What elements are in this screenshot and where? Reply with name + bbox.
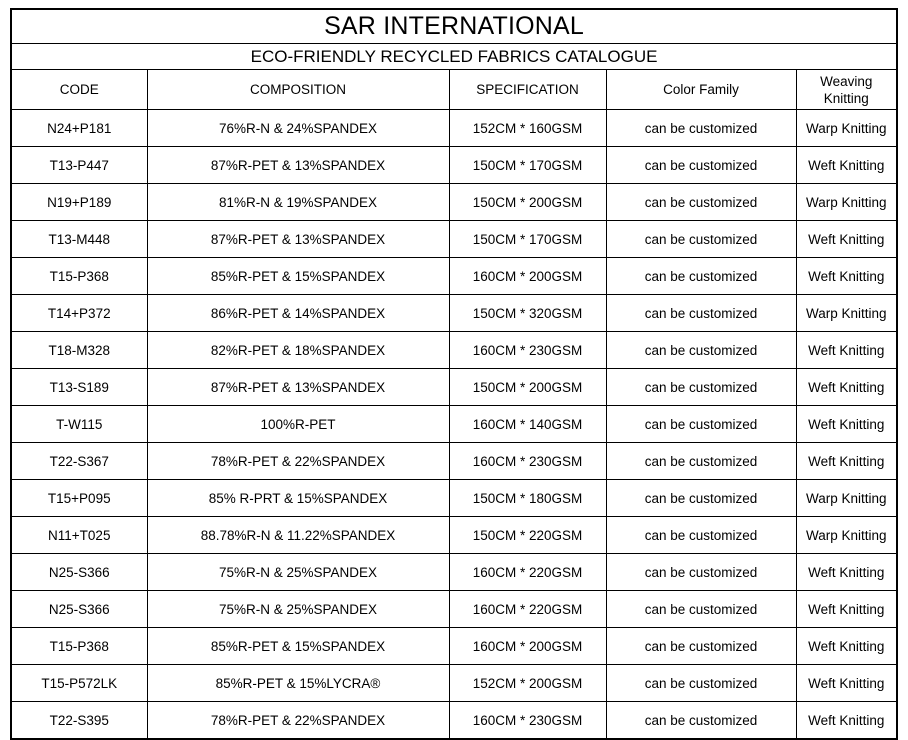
- table-header-row: [11, 70, 897, 110]
- cell-composition: 75%R-N & 25%SPANDEX: [147, 591, 449, 628]
- cell-color-family: can be customized: [606, 702, 796, 740]
- cell-color-family: can be customized: [606, 554, 796, 591]
- column-header-weaving-knitting: [796, 70, 897, 110]
- column-header-color-family: Color Family: [606, 70, 796, 110]
- cell-specification: 160CM * 200GSM: [449, 258, 606, 295]
- table-row: [11, 702, 897, 740]
- cell-specification: 160CM * 200GSM: [449, 628, 606, 665]
- cell-color-family: can be customized: [606, 628, 796, 665]
- cell-weaving: Weft Knitting: [796, 258, 897, 295]
- cell-composition: 88.78%R-N & 11.22%SPANDEX: [147, 517, 449, 554]
- table-row: [11, 147, 897, 184]
- cell-color-family: can be customized: [606, 406, 796, 443]
- cell-specification: 152CM * 160GSM: [449, 110, 606, 147]
- cell-composition: 81%R-N & 19%SPANDEX: [147, 184, 449, 221]
- cell-composition: 85%R-PET & 15%SPANDEX: [147, 258, 449, 295]
- cell-composition: 78%R-PET & 22%SPANDEX: [147, 443, 449, 480]
- cell-code: T13-M448: [11, 221, 147, 258]
- cell-code: T22-S367: [11, 443, 147, 480]
- table-row: [11, 332, 897, 369]
- table-row: [11, 258, 897, 295]
- cell-specification: 150CM * 170GSM: [449, 221, 606, 258]
- cell-weaving: Weft Knitting: [796, 221, 897, 258]
- cell-color-family: can be customized: [606, 665, 796, 702]
- cell-code: T13-S189: [11, 369, 147, 406]
- table-row: [11, 628, 897, 665]
- table-row: [11, 554, 897, 591]
- cell-composition: 85% R-PRT & 15%SPANDEX: [147, 480, 449, 517]
- cell-weaving: Warp Knitting: [796, 517, 897, 554]
- table-row: [11, 665, 897, 702]
- cell-weaving: Weft Knitting: [796, 406, 897, 443]
- cell-color-family: can be customized: [606, 295, 796, 332]
- cell-code: T15+P095: [11, 480, 147, 517]
- cell-weaving: Warp Knitting: [796, 295, 897, 332]
- cell-color-family: can be customized: [606, 369, 796, 406]
- table-row: [11, 221, 897, 258]
- column-header-knitting-line: Knitting: [823, 90, 869, 106]
- cell-weaving: Warp Knitting: [796, 110, 897, 147]
- cell-weaving: Weft Knitting: [796, 147, 897, 184]
- cell-code: T13-P447: [11, 147, 147, 184]
- cell-color-family: can be customized: [606, 221, 796, 258]
- cell-specification: 160CM * 220GSM: [449, 554, 606, 591]
- cell-code: T15-P368: [11, 258, 147, 295]
- cell-composition: 85%R-PET & 15%SPANDEX: [147, 628, 449, 665]
- cell-weaving: Weft Knitting: [796, 665, 897, 702]
- cell-specification: 160CM * 230GSM: [449, 702, 606, 740]
- cell-weaving: Weft Knitting: [796, 591, 897, 628]
- cell-color-family: can be customized: [606, 184, 796, 221]
- table-row: [11, 295, 897, 332]
- cell-color-family: can be customized: [606, 517, 796, 554]
- cell-color-family: can be customized: [606, 443, 796, 480]
- cell-specification: 160CM * 140GSM: [449, 406, 606, 443]
- column-header-specification: SPECIFICATION: [449, 70, 606, 110]
- cell-weaving: Weft Knitting: [796, 332, 897, 369]
- cell-weaving: Warp Knitting: [796, 184, 897, 221]
- cell-composition: 82%R-PET & 18%SPANDEX: [147, 332, 449, 369]
- table-row: [11, 517, 897, 554]
- title-row: [11, 9, 897, 44]
- cell-color-family: can be customized: [606, 591, 796, 628]
- subtitle-row: [11, 44, 897, 70]
- cell-color-family: can be customized: [606, 480, 796, 517]
- document-subtitle: ECO-FRIENDLY RECYCLED FABRICS CATALOGUE: [11, 44, 897, 70]
- cell-code: T22-S395: [11, 702, 147, 740]
- cell-composition: 76%R-N & 24%SPANDEX: [147, 110, 449, 147]
- cell-code: N25-S366: [11, 554, 147, 591]
- cell-composition: 87%R-PET & 13%SPANDEX: [147, 369, 449, 406]
- cell-specification: 150CM * 180GSM: [449, 480, 606, 517]
- cell-weaving: Warp Knitting: [796, 480, 897, 517]
- table-row: [11, 369, 897, 406]
- cell-composition: 100%R-PET: [147, 406, 449, 443]
- cell-weaving: Weft Knitting: [796, 369, 897, 406]
- cell-code: T-W115: [11, 406, 147, 443]
- cell-composition: 86%R-PET & 14%SPANDEX: [147, 295, 449, 332]
- table-row: [11, 406, 897, 443]
- column-header-code: CODE: [11, 70, 147, 110]
- cell-weaving: Weft Knitting: [796, 628, 897, 665]
- cell-composition: 87%R-PET & 13%SPANDEX: [147, 221, 449, 258]
- cell-specification: 150CM * 170GSM: [449, 147, 606, 184]
- cell-weaving: Weft Knitting: [796, 702, 897, 740]
- column-header-composition: COMPOSITION: [147, 70, 449, 110]
- cell-specification: 160CM * 230GSM: [449, 332, 606, 369]
- fabrics-catalogue-table: [10, 8, 898, 740]
- cell-specification: 160CM * 230GSM: [449, 443, 606, 480]
- cell-composition: 78%R-PET & 22%SPANDEX: [147, 702, 449, 740]
- cell-code: N24+P181: [11, 110, 147, 147]
- cell-code: N25-S366: [11, 591, 147, 628]
- cell-code: T18-M328: [11, 332, 147, 369]
- cell-weaving: Weft Knitting: [796, 554, 897, 591]
- cell-composition: 87%R-PET & 13%SPANDEX: [147, 147, 449, 184]
- cell-code: T14+P372: [11, 295, 147, 332]
- document-title: SAR INTERNATIONAL: [11, 9, 897, 44]
- cell-specification: 160CM * 220GSM: [449, 591, 606, 628]
- column-header-weaving-line: Weaving: [820, 73, 873, 89]
- cell-specification: 152CM * 200GSM: [449, 665, 606, 702]
- cell-code: N19+P189: [11, 184, 147, 221]
- cell-specification: 150CM * 200GSM: [449, 369, 606, 406]
- cell-code: N11+T025: [11, 517, 147, 554]
- table-row: [11, 480, 897, 517]
- cell-color-family: can be customized: [606, 110, 796, 147]
- cell-code: T15-P368: [11, 628, 147, 665]
- table-row: [11, 443, 897, 480]
- cell-color-family: can be customized: [606, 332, 796, 369]
- cell-composition: 75%R-N & 25%SPANDEX: [147, 554, 449, 591]
- cell-color-family: can be customized: [606, 147, 796, 184]
- cell-composition: 85%R-PET & 15%LYCRA®: [147, 665, 449, 702]
- cell-specification: 150CM * 200GSM: [449, 184, 606, 221]
- cell-specification: 150CM * 320GSM: [449, 295, 606, 332]
- table-row: [11, 184, 897, 221]
- cell-code: T15-P572LK: [11, 665, 147, 702]
- cell-weaving: Weft Knitting: [796, 443, 897, 480]
- cell-color-family: can be customized: [606, 258, 796, 295]
- table-row: [11, 591, 897, 628]
- table-row: [11, 110, 897, 147]
- cell-specification: 150CM * 220GSM: [449, 517, 606, 554]
